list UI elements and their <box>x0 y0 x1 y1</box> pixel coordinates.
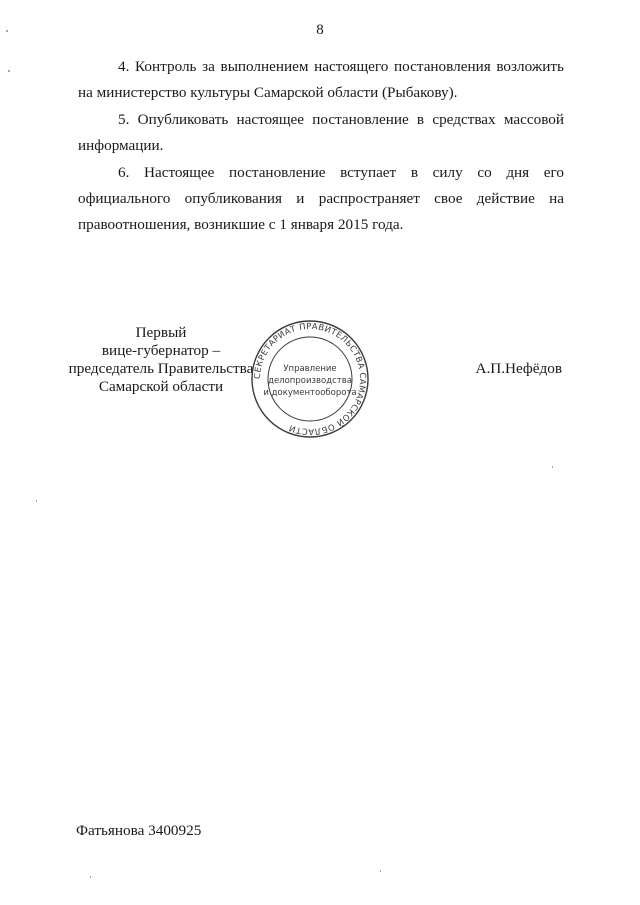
official-stamp <box>250 319 370 439</box>
scan-speck <box>90 876 91 878</box>
signer-title-line: председатель Правительства <box>68 360 254 377</box>
paragraph-5: 5. Опубликовать настоящее постановление в средствах массовой информации. <box>78 111 564 154</box>
executor-footer: Фатьянова 3400925 <box>76 822 202 839</box>
signer-title-line: Самарской области <box>98 378 224 395</box>
stamp-outer-text: СЕКРЕТАРИАТ ПРАВИТЕЛЬСТВА САМАРСКОЙ ОБЛАСТИ <box>251 320 369 438</box>
signer-title <box>52 324 270 396</box>
signer-title-line: Первый <box>135 324 187 341</box>
scan-speck <box>6 30 8 32</box>
stamp-inner-line: и документооборота <box>263 388 357 398</box>
scan-speck <box>552 466 553 468</box>
paragraph-4: 4. Контроль за выполнением настоящего постановления возложить на министерство культуры Самарской области (Рыбакову). <box>78 58 564 101</box>
stamp-inner-line: делопроизводства <box>268 376 352 386</box>
scan-speck <box>36 500 37 502</box>
scan-speck <box>380 870 381 872</box>
paragraph-6: 6. Настоящее постановление вступает в силу со дня его официального опубликования и распространяет свое действие на правоотношения, возникшие с 1 января 2015 года. <box>78 164 564 233</box>
signer-name: А.П.Нефёдов <box>475 360 562 377</box>
scan-speck <box>8 70 10 72</box>
stamp-inner-line: Управление <box>283 364 337 374</box>
signer-title-line: вице-губернатор – <box>101 342 221 359</box>
page-number: 8 <box>316 22 324 38</box>
